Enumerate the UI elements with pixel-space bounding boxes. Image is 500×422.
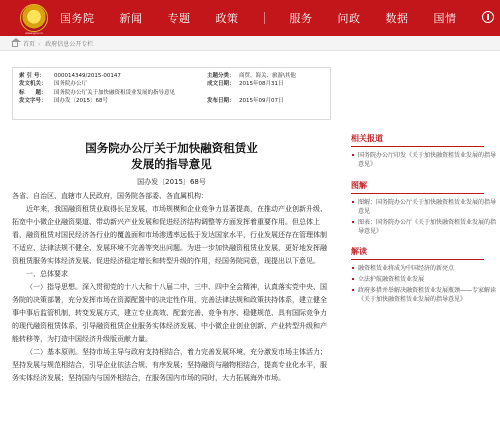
main-navigation	[60, 0, 482, 36]
site-url: www.gov.cn	[25, 31, 43, 35]
nav-item-state-council[interactable]: 国务院	[60, 12, 95, 25]
national-emblem-logo[interactable]	[20, 4, 48, 32]
nav-item-data[interactable]: 数据	[385, 12, 409, 25]
nav-divider	[264, 12, 265, 24]
article-paragraph: （一）指导思想。深入贯彻党的十八大和十八届二中、三中、四中全会精神，认真落实党中央、国务院的决策部署，充分发挥市场在资源配置中的决定性作用，完善法律法规和政策扶持体系，建立健全事中事后监管机制，转变发展方式，建立专业高效、配套完善、竞争有序、稳健规范、具有国际竞争力的现代融资租赁体系，引导融资租赁企业服务实体经济发展、中小微企业创业创新、产业转型升级和产能转移等，为打造中国经济升级版贡献力量。	[12, 283, 327, 343]
document-title-field: 国务院办公厅关于加快融资租赁业发展的指导意见	[54, 90, 176, 96]
breadcrumb-gov-info[interactable]: 政府信息公开专栏	[45, 41, 94, 48]
title-label: 标 题：	[19, 90, 47, 96]
document-number-label: 发文字号：	[19, 98, 47, 104]
index-number-label: 索 引 号：	[19, 73, 45, 79]
issuer-label: 发文机关：	[19, 81, 47, 87]
nav-item-inquiry[interactable]: 问政	[337, 12, 361, 25]
related-report-link[interactable]: 国务院办公厅印发《关于加快融资租赁业发展的指导意见》	[351, 151, 496, 169]
breadcrumb-home[interactable]: 首页	[22, 41, 35, 48]
article-title-line-1: 国务院办公厅关于加快融资租赁业	[85, 141, 258, 155]
related-reports-heading: 相关报道	[351, 132, 484, 147]
article-title	[12, 140, 331, 172]
article-paragraph: 近年来，我国融资租赁业取得长足发展，市场规模和企业竞争力显著提高，在推动产业创新升级、拓宽中小微企业融资渠道、带动新兴产业发展和促进经济结构调整等方面发挥着重要作用。但总体上看，融资租赁对国民经济各行业的覆盖面和市场渗透率远低于发达国家水平，行业发展还存在管理体制不适应、法律法规不健全、发展环境不完善等突出问题。为进一步加快融资租赁业发展，更好地发挥融资租赁服务实体经济发展、促进经济稳定增长和转型升级的作用，经国务院同意，现提出以下意见。	[12, 205, 327, 265]
interpretation-link[interactable]: 融资租赁业将成为中国经济的新亮点	[351, 264, 496, 273]
article-body	[12, 190, 331, 385]
breadcrumb: 首页 › 政府信息公开专栏	[0, 36, 500, 51]
document-number: 国办发〔2015〕68号	[54, 98, 108, 104]
section-heading: 一、总体要求	[26, 270, 68, 278]
illustration-link[interactable]: 图表：国务院办公厅《关于加快融资租赁业发展的指导意见》	[351, 218, 496, 236]
article-document-number: 国办发〔2015〕68号	[137, 178, 206, 186]
interpretations-section	[351, 245, 496, 306]
publish-date-label: 发布日期：	[207, 98, 235, 104]
illustrations-heading: 图解	[351, 179, 484, 194]
theme-value: 商贸、海关、旅游\其他	[239, 73, 296, 79]
accessibility-icon[interactable]	[482, 11, 494, 23]
index-number: 000014349/2015-00147	[54, 73, 121, 79]
nav-item-policy[interactable]: 政策	[215, 12, 239, 25]
article-paragraph: （二）基本原则。坚持市场主导与政府支持相结合，着力完善发展环境，充分激发市场主体活力；坚持发展与规范相结合，引导企业依法合规、有序发展；坚持融资与融物相结合，提高专业化水平，服务实体经济发展；坚持国内与国外相结合，在服务国内市场的同时，大力拓展海外市场。	[12, 348, 327, 382]
nav-item-topics[interactable]: 专题	[167, 12, 191, 25]
theme-label: 主题分类：	[207, 73, 235, 79]
article-title-line-2: 发展的指导意见	[131, 157, 212, 171]
nav-item-services[interactable]: 服务	[289, 12, 313, 25]
interpretations-heading: 解读	[351, 245, 484, 260]
written-date-label: 成文日期：	[207, 81, 235, 87]
right-sidebar	[351, 132, 500, 422]
top-banner	[0, 0, 500, 36]
interpretation-link[interactable]: 政府多措并举解决融资租赁业发展瓶颈——专家解读《关于加快融资租赁业发展的指导意见》	[351, 286, 496, 304]
interpretation-link[interactable]: 立法护航融资租赁业发展	[351, 275, 496, 284]
written-date: 2015年08月31日	[239, 81, 284, 87]
illustration-link[interactable]: 图解：国务院办公厅关于加快融资租赁业发展的指导意见	[351, 198, 496, 216]
issuer-value: 国务院办公厅	[54, 81, 88, 87]
nav-item-national-conditions[interactable]: 国情	[433, 12, 457, 25]
related-reports-section	[351, 132, 496, 171]
article-content	[12, 130, 342, 422]
nav-item-news[interactable]: 新闻	[119, 12, 143, 25]
publish-date: 2015年09月07日	[239, 98, 284, 104]
home-icon[interactable]	[12, 42, 18, 47]
article-salutation: 各省、自治区、直辖市人民政府，国务院各部委、各直属机构：	[12, 192, 208, 200]
illustrations-section	[351, 179, 496, 238]
document-metadata-table	[12, 67, 331, 120]
